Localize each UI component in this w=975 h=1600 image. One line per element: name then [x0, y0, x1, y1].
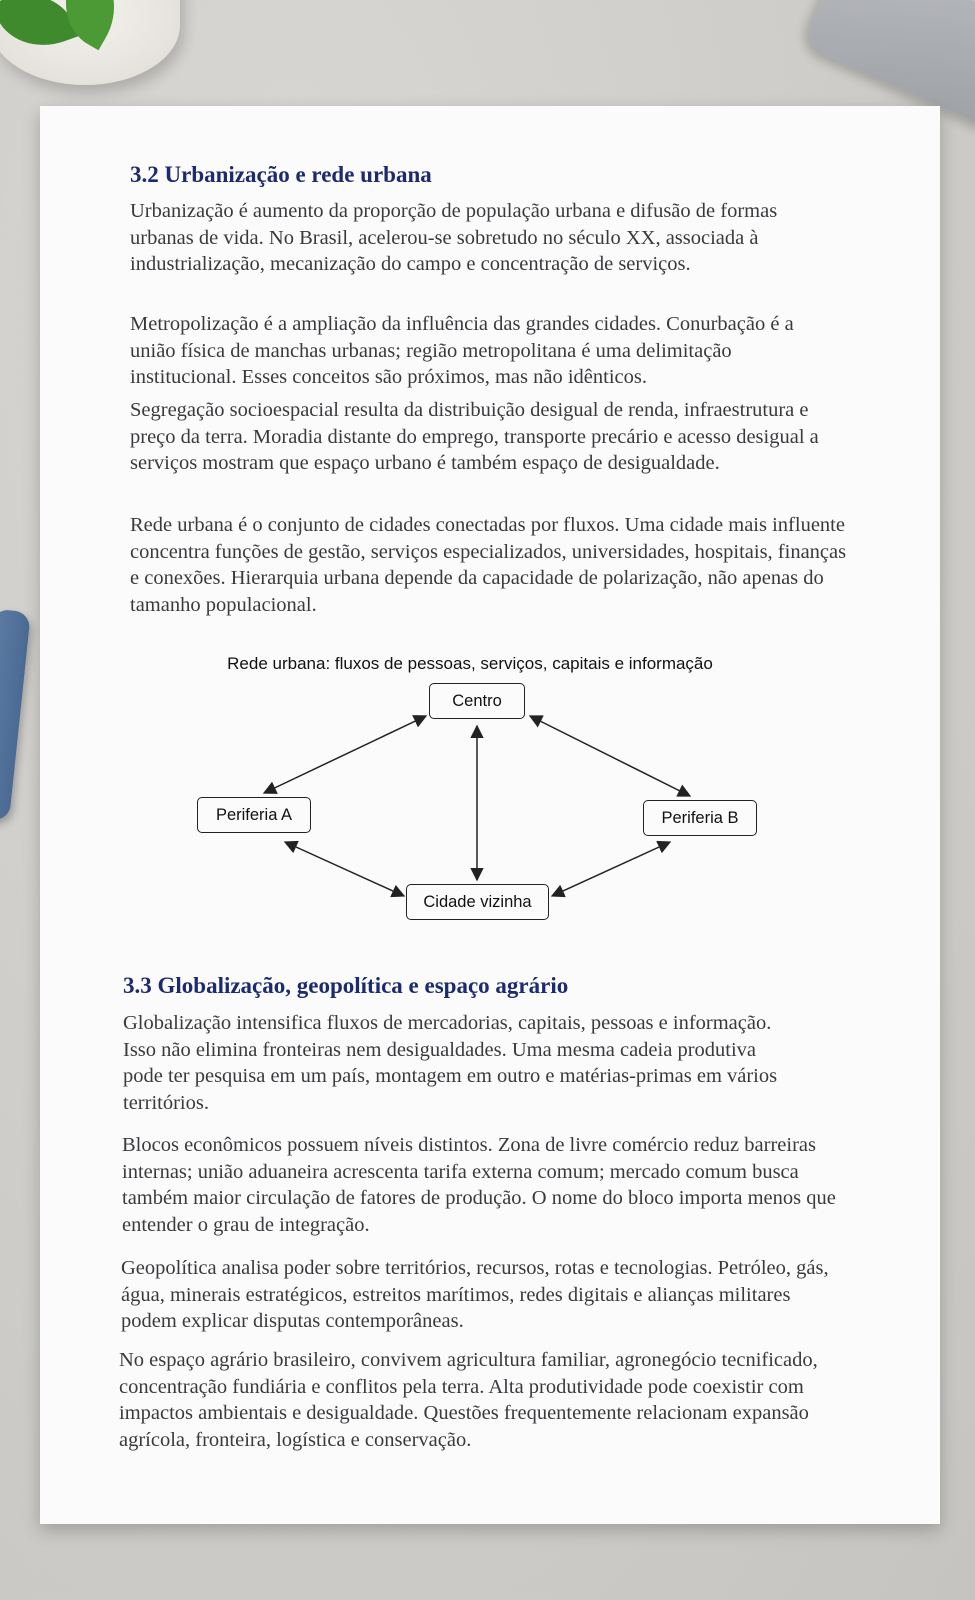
arrow-centro-periferia-b: [530, 716, 690, 796]
section-title-3-2: 3.2 Urbanização e rede urbana: [130, 162, 432, 187]
node-periferia-a: Periferia A: [197, 797, 311, 833]
paragraph-globalizacao: Globalização intensifica fluxos de mercadorias, capitais, pessoas e informação. Isso não elimina fronteiras nem desigualdades. Uma mesma cadeia produtiva pode ter pesquisa em um país, montagem em outro e matérias-primas em vários territórios.: [123, 1012, 778, 1114]
paragraph-geopolitica: Geopolítica analisa poder sobre territórios, recursos, rotas e tecnologias. Petróleo, gás, água, minerais estratégicos, estreitos marítimos, redes digitais e alianças militares podem explicar disputas contemporâneas.: [121, 1257, 829, 1332]
paragraph-rede-urbana: Rede urbana é o conjunto de cidades conectadas por fluxos. Uma cidade mais influente concentra funções de gestão, serviços especializados, universidades, hospitais, finanças e conexões. Hierarquia urbana depende da capacidade de polarização, não apenas do tamanho populacional.: [130, 514, 847, 616]
paragraph-blocos: Blocos econômicos possuem níveis distintos. Zona de livre comércio reduz barreiras internas; união aduaneira acrescenta tarifa externa comum; mercado comum busca também maior circulação de fatores de produção. O nome do bloco importa menos que entender o grau de integração.: [122, 1134, 836, 1236]
arrow-periferia-a-cidade-vizinha: [285, 842, 404, 896]
paragraph-urbanizacao: Urbanização é aumento da proporção de população urbana e difusão de formas urbanas de vida. No Brasil, acelerou-se sobretudo no século XX, associada à industrialização, mecanização do campo e concentração de serviços.: [130, 200, 778, 275]
diagram-title: Rede urbana: fluxos de pessoas, serviços, capitais e informação: [227, 654, 713, 673]
section-title-3-3: 3.3 Globalização, geopolítica e espaço agrário: [123, 973, 569, 998]
node-periferia-b: Periferia B: [643, 800, 757, 836]
node-cidade-vizinha: Cidade vizinha: [406, 884, 549, 920]
arrow-periferia-b-cidade-vizinha: [552, 842, 670, 896]
paragraph-segregacao: Segregação socioespacial resulta da distribuição desigual de renda, infraestrutura e preço da terra. Moradia distante do emprego, transporte precário e acesso desigual a serviços mostram que espaço urbano é também espaço de desigualdade.: [130, 399, 819, 474]
arrow-centro-periferia-a: [264, 716, 426, 793]
paragraph-espaco-agrario: No espaço agrário brasileiro, convivem agricultura familiar, agronegócio tecnificado, concentração fundiária e conflitos pela terra. Alta produtividade pode coexistir com impactos ambientais e desigualdade. Questões frequentemente relacionam expansão agrícola, fronteira, logística e conservação.: [119, 1349, 818, 1451]
pen: [0, 609, 31, 822]
node-centro: Centro: [429, 683, 525, 719]
document-page: [40, 106, 940, 1524]
paragraph-metropolizacao: Metropolização é a ampliação da influência das grandes cidades. Conurbação é a união física de manchas urbanas; região metropolitana é uma delimitação institucional. Esses conceitos são próximos, mas não idênticos.: [130, 313, 794, 388]
